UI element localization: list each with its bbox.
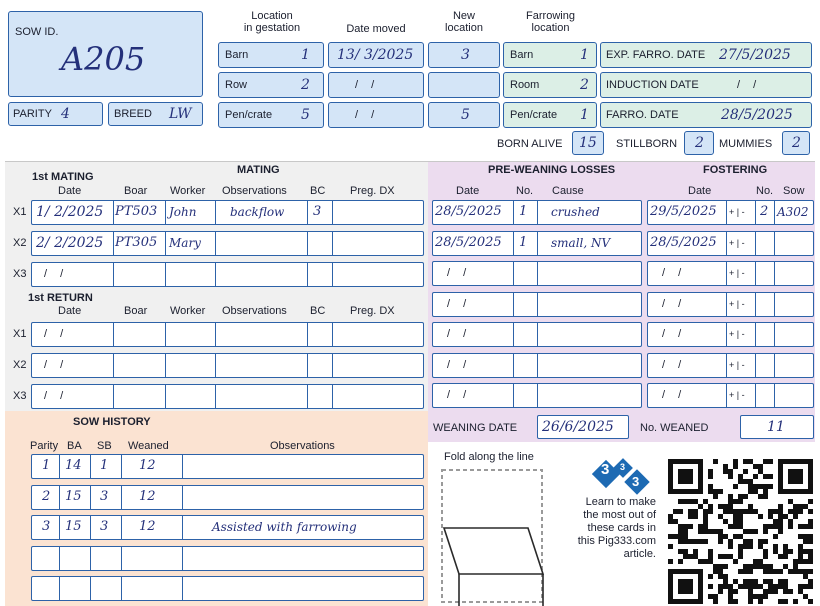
gestation-location-label: Row (225, 79, 248, 91)
fostering-plus-minus[interactable]: + | - (729, 207, 745, 217)
farrowing-location-header: Farrowing location (526, 10, 575, 34)
fostering-column-header: Sow (783, 185, 805, 197)
fostering-cell-divider (755, 354, 756, 377)
losses-cause: small, NV (551, 235, 611, 250)
history-column-header: Observations (270, 440, 335, 452)
mating-observations: backflow (230, 205, 285, 219)
losses-cell-divider (513, 262, 514, 285)
losses-cell-divider (513, 384, 514, 407)
losses-row[interactable] (432, 231, 642, 256)
losses-cell-divider (513, 232, 514, 255)
mating-cell-divider (307, 354, 308, 377)
weaning-date-value: 26/6/2025 (542, 419, 614, 435)
mating-cell-divider (113, 385, 114, 408)
born-alive-value: 15 (579, 135, 597, 151)
mating-row-label: X2 (13, 237, 27, 249)
sow-id-value: A205 (61, 40, 146, 78)
mating-column-header: Observations (222, 185, 287, 197)
mating-cell-divider (332, 323, 333, 346)
mating-column-header: BC (310, 185, 326, 197)
mating-column-header: Date (58, 185, 82, 197)
mating-cell-divider (307, 263, 308, 286)
fostering-cell-divider (726, 201, 727, 224)
losses-cell-divider (537, 262, 538, 285)
history-cell-divider (90, 455, 91, 478)
fostering-plus-minus[interactable]: + | - (729, 390, 745, 400)
losses-row[interactable] (432, 383, 642, 408)
fostering-cell-divider (774, 323, 775, 346)
mating-cell-divider (165, 201, 166, 224)
mating-row-label: X3 (13, 268, 27, 280)
mating-cell-divider (332, 232, 333, 255)
losses-date: / / (447, 358, 467, 371)
farrowing-location-box[interactable] (503, 72, 597, 98)
gestation-location-label: Pen/crate (225, 109, 273, 121)
mating-cell-divider (307, 201, 308, 224)
mating-row[interactable] (31, 231, 424, 256)
fostering-plus-minus[interactable]: + | - (729, 298, 745, 309)
born-alive-box[interactable] (572, 131, 604, 155)
losses-cell-divider (537, 323, 538, 346)
history-weaned: 12 (139, 458, 156, 473)
history-sb: 1 (100, 458, 109, 473)
farrowing-location-value: 1 (580, 107, 589, 123)
mating-cell-divider (215, 323, 216, 346)
history-sb: 3 (100, 519, 109, 534)
mating-cell-divider (307, 385, 308, 408)
fostering-row[interactable] (647, 200, 814, 225)
date-moved-box[interactable] (328, 72, 424, 98)
fostering-row[interactable] (647, 231, 814, 256)
mating-cell-divider (113, 354, 114, 377)
fostering-cell-divider (774, 293, 775, 316)
mating-column-header: Boar (124, 185, 148, 197)
weaning-date-label: WEANING DATE (433, 422, 518, 434)
losses-date: / / (447, 328, 467, 340)
parity-label: PARITY (13, 108, 52, 120)
history-ba: 15 (65, 488, 82, 504)
mating-column-header: Worker (170, 305, 206, 317)
stillborn-value: 2 (695, 135, 704, 151)
losses-title: PRE-WEANING LOSSES (488, 164, 616, 176)
farrowing-location-label: Room (510, 79, 540, 91)
history-cell-divider (121, 516, 122, 539)
fostering-cell-divider (774, 384, 775, 407)
fostering-date: 28/5/2025 (650, 234, 717, 250)
mating-cell-divider (215, 385, 216, 408)
losses-date: / / (447, 297, 467, 310)
fostering-row[interactable] (647, 322, 814, 347)
logo-digit-1: 3 (601, 461, 610, 478)
history-row[interactable] (31, 485, 424, 510)
fostering-date: / / (662, 358, 682, 371)
mating-cell-divider (165, 232, 166, 255)
new-location-value: 5 (461, 107, 470, 123)
sow-id-box[interactable] (8, 11, 203, 97)
fostering-plus-minus[interactable]: + | - (729, 329, 745, 339)
mating-boar: PT305 (115, 235, 158, 250)
new-location-box[interactable] (428, 102, 500, 128)
fostering-plus-minus[interactable]: + | - (729, 268, 745, 278)
history-cell-divider (121, 455, 122, 478)
mating-row[interactable] (31, 262, 424, 287)
mating-row-label: X1 (13, 206, 27, 218)
mating-date: 1/ 2/2025 (36, 204, 104, 220)
mating-cell-divider (215, 263, 216, 286)
losses-cell-divider (513, 293, 514, 316)
history-cell-divider (182, 486, 183, 509)
fostering-date: / / (662, 328, 682, 340)
mating-boar: PT503 (115, 204, 158, 219)
mating-cell-divider (113, 201, 114, 224)
history-parity: 2 (42, 488, 51, 504)
fostering-cell-divider (774, 354, 775, 377)
fostering-plus-minus[interactable]: + | - (729, 237, 745, 248)
fostering-cell-divider (755, 293, 756, 316)
losses-column-header: Cause (552, 185, 584, 197)
date-moved-box[interactable] (328, 102, 424, 128)
history-ba: 15 (65, 519, 82, 534)
history-cell-divider (90, 577, 91, 600)
logo-digit-2: 3 (620, 462, 626, 472)
history-row[interactable] (31, 454, 424, 479)
losses-no: 1 (519, 204, 528, 219)
first-mating-label: 1st MATING (32, 171, 94, 183)
fostering-cell-divider (755, 384, 756, 407)
farrowing-location-box[interactable] (503, 102, 597, 128)
sow-id-label: SOW ID. (15, 26, 59, 38)
history-cell-divider (59, 577, 60, 600)
gestation-location-value: 2 (301, 77, 310, 93)
mummies-label: MUMMIES (719, 138, 773, 150)
gestation-location-box[interactable] (218, 102, 324, 128)
gestation-location-value: 1 (301, 47, 310, 63)
history-cell-divider (90, 547, 91, 570)
farrowing-location-label: Barn (510, 49, 534, 61)
mating-cell-divider (165, 263, 166, 286)
farrowing-location-value: 1 (580, 47, 589, 63)
date-moved-header: Date moved (346, 23, 406, 35)
farro-date-box[interactable] (600, 102, 812, 128)
logo-digit-3: 3 (632, 474, 640, 489)
losses-row[interactable] (432, 200, 642, 225)
fostering-plus-minus[interactable]: + | - (729, 359, 745, 370)
history-column-header: SB (97, 440, 112, 452)
history-row[interactable] (31, 576, 424, 601)
fostering-date: / / (662, 389, 682, 401)
mating-worker: Mary (169, 236, 201, 250)
mating-cell-divider (165, 354, 166, 377)
mating-row-label: X3 (13, 390, 27, 402)
fostering-date: / / (662, 297, 682, 310)
history-cell-divider (90, 486, 91, 509)
first-return-label: 1st RETURN (28, 292, 93, 304)
farro-value: 28/5/2025 (721, 107, 793, 123)
losses-cause: crushed (551, 205, 600, 219)
induction-value: / / (737, 79, 757, 91)
history-cell-divider (121, 486, 122, 509)
fold-text: Fold along the line (444, 451, 534, 463)
mating-cell-divider (332, 385, 333, 408)
parity-box[interactable] (8, 102, 103, 126)
mating-column-header: Boar (124, 305, 148, 317)
mating-row[interactable] (31, 384, 424, 409)
exp-farro-date-box[interactable] (600, 42, 812, 68)
gestation-location-label: Barn (225, 49, 249, 61)
mating-cell-divider (113, 232, 114, 255)
fostering-sow: A302 (777, 205, 809, 219)
losses-cell-divider (537, 293, 538, 316)
history-column-header: Weaned (128, 440, 169, 452)
mating-row[interactable] (31, 353, 424, 378)
mating-row[interactable] (31, 200, 424, 225)
history-cell-divider (182, 516, 183, 539)
mummies-value: 2 (792, 135, 801, 151)
mating-column-header: Observations (222, 305, 287, 317)
losses-cell-divider (513, 354, 514, 377)
mating-cell-divider (215, 354, 216, 377)
fostering-column-header: Date (688, 185, 712, 197)
history-cell-divider (90, 516, 91, 539)
losses-date: 28/5/2025 (435, 204, 502, 219)
farrowing-location-label: Pen/crate (510, 109, 558, 121)
weaning-date-box[interactable] (537, 415, 629, 439)
induction-date-box[interactable] (600, 72, 812, 98)
history-column-header: Parity (30, 440, 59, 452)
mating-column-header: BC (310, 305, 326, 317)
fostering-cell-divider (726, 293, 727, 316)
losses-cell-divider (513, 201, 514, 224)
fold-diagram (438, 466, 548, 606)
fostering-cell-divider (726, 384, 727, 407)
losses-row[interactable] (432, 322, 642, 347)
fostering-date: / / (662, 267, 682, 279)
history-cell-divider (59, 547, 60, 570)
stillborn-label: STILLBORN (616, 138, 678, 150)
mating-date: / / (44, 328, 64, 340)
mating-column-header: Date (58, 305, 82, 317)
fostering-row[interactable] (647, 353, 814, 378)
farrowing-location-value: 2 (580, 77, 589, 93)
fostering-title: FOSTERING (703, 164, 768, 176)
fostering-date: 29/5/2025 (650, 204, 717, 219)
breed-box[interactable] (108, 102, 203, 126)
no-weaned-label: No. WEANED (640, 422, 709, 434)
qr-code[interactable] (668, 459, 813, 604)
losses-column-header: No. (516, 185, 534, 197)
no-weaned-value: 11 (767, 419, 785, 435)
losses-cell-divider (537, 201, 538, 224)
mating-cell-divider (113, 323, 114, 346)
mating-cell-divider (332, 201, 333, 224)
fostering-cell-divider (726, 262, 727, 285)
induction-label: INDUCTION DATE (606, 79, 699, 91)
mating-bc: 3 (313, 204, 322, 219)
location-gestation-header: Location in gestation (243, 10, 301, 34)
fostering-cell-divider (726, 354, 727, 377)
mating-row-label: X2 (13, 359, 27, 371)
fostering-row[interactable] (647, 292, 814, 317)
fostering-cell-divider (726, 323, 727, 346)
fostering-column-header: No. (756, 185, 774, 197)
mating-row[interactable] (31, 322, 424, 347)
fostering-row[interactable] (647, 261, 814, 286)
sow-history-title: SOW HISTORY (73, 416, 151, 428)
fostering-cell-divider (726, 232, 727, 255)
date-moved-value: 13/ 3/2025 (337, 47, 414, 63)
losses-cell-divider (537, 384, 538, 407)
breed-label: BREED (114, 108, 152, 120)
fostering-cell-divider (755, 201, 756, 224)
losses-column-header: Date (456, 185, 480, 197)
mating-cell-divider (215, 201, 216, 224)
history-cell-divider (59, 455, 60, 478)
losses-cell-divider (513, 323, 514, 346)
history-cell-divider (59, 486, 60, 509)
fostering-no: 2 (760, 204, 769, 219)
exp-farro-value: 27/5/2025 (719, 47, 791, 63)
mating-date: / / (44, 359, 64, 371)
mating-worker: John (169, 205, 197, 219)
mating-title: MATING (237, 164, 280, 176)
history-row[interactable] (31, 515, 424, 540)
fostering-cell-divider (774, 201, 775, 224)
date-moved-value: / / (355, 109, 375, 121)
losses-cell-divider (537, 354, 538, 377)
history-row[interactable] (31, 546, 424, 571)
mating-cell-divider (332, 354, 333, 377)
mating-date: / / (44, 390, 64, 402)
history-cell-divider (121, 547, 122, 570)
date-moved-value: / / (355, 79, 375, 91)
stillborn-box[interactable] (684, 131, 714, 155)
new-location-value: 3 (461, 47, 470, 63)
mating-cell-divider (307, 323, 308, 346)
fostering-cell-divider (755, 232, 756, 255)
history-weaned: 12 (139, 519, 156, 534)
mating-date: 2/ 2/2025 (36, 235, 104, 251)
born-alive-label: BORN ALIVE (497, 138, 563, 150)
history-cell-divider (59, 516, 60, 539)
history-cell-divider (182, 455, 183, 478)
history-parity: 3 (42, 519, 51, 534)
gestation-location-box[interactable] (218, 72, 324, 98)
gestation-location-box[interactable] (218, 42, 324, 68)
history-weaned: 12 (139, 488, 156, 504)
mating-row-label: X1 (13, 328, 27, 340)
fostering-row[interactable] (647, 383, 814, 408)
mating-cell-divider (332, 263, 333, 286)
history-sb: 3 (100, 488, 109, 504)
mating-column-header: Preg. DX (350, 185, 395, 197)
exp-farro-label: EXP. FARRO. DATE (606, 49, 706, 61)
losses-date: 28/5/2025 (435, 234, 502, 250)
history-parity: 1 (42, 458, 51, 473)
farrowing-location-box[interactable] (503, 42, 597, 68)
breed-value: LW (169, 106, 192, 122)
parity-value: 4 (61, 106, 70, 122)
history-observations: Assisted with farrowing (212, 520, 357, 534)
losses-row[interactable] (432, 292, 642, 317)
mating-column-header: Worker (170, 185, 206, 197)
losses-cell-divider (537, 232, 538, 255)
farro-label: FARRO. DATE (606, 109, 679, 121)
history-cell-divider (182, 547, 183, 570)
gestation-location-value: 5 (301, 107, 310, 123)
losses-date: / / (447, 267, 467, 279)
new-location-box[interactable] (428, 72, 500, 98)
mating-date: / / (44, 268, 64, 280)
history-ba: 14 (65, 458, 82, 473)
mating-cell-divider (215, 232, 216, 255)
mating-cell-divider (307, 232, 308, 255)
history-cell-divider (121, 577, 122, 600)
date-moved-box[interactable] (328, 42, 424, 68)
losses-no: 1 (519, 234, 528, 250)
losses-row[interactable] (432, 261, 642, 286)
no-weaned-box[interactable] (740, 415, 814, 439)
fostering-cell-divider (755, 323, 756, 346)
mating-column-header: Preg. DX (350, 305, 395, 317)
fostering-cell-divider (774, 232, 775, 255)
history-column-header: BA (67, 440, 82, 452)
mating-cell-divider (113, 263, 114, 286)
fostering-cell-divider (755, 262, 756, 285)
mummies-box[interactable] (782, 131, 810, 155)
losses-date: / / (447, 389, 467, 401)
new-location-box[interactable] (428, 42, 500, 68)
losses-row[interactable] (432, 353, 642, 378)
mating-cell-divider (165, 385, 166, 408)
new-location-header: New location (445, 10, 483, 34)
history-cell-divider (182, 577, 183, 600)
fostering-cell-divider (774, 262, 775, 285)
mating-cell-divider (165, 323, 166, 346)
learn-text: Learn to make the most out of these cards in this Pig333.com article. (577, 496, 656, 560)
